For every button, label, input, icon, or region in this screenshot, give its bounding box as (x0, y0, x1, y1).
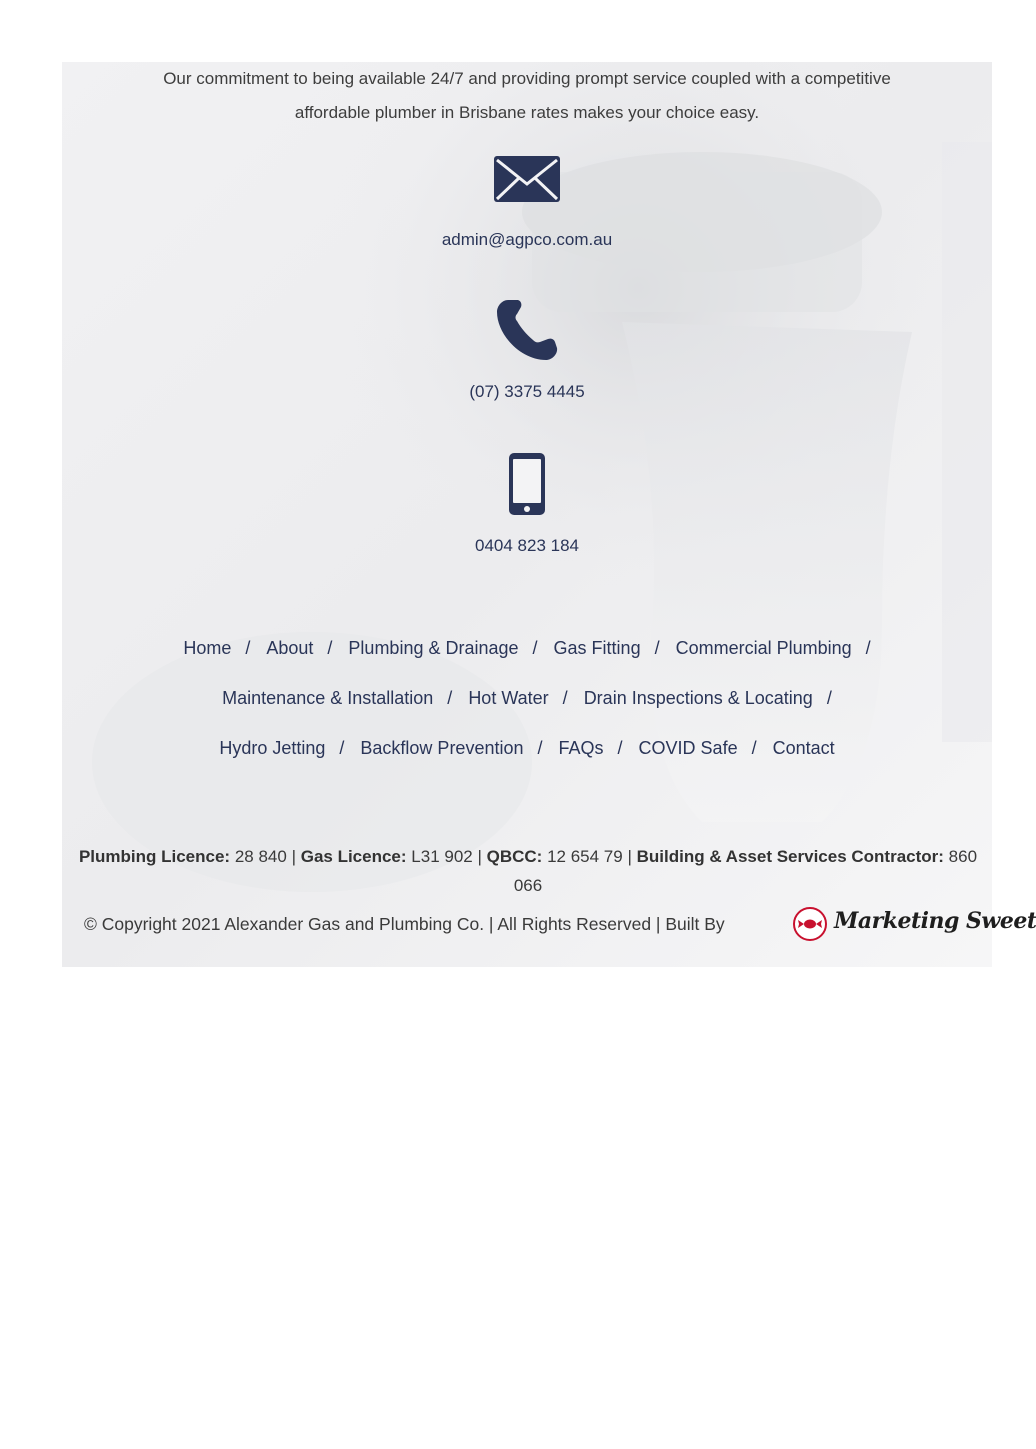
nav-separator: / (865, 638, 871, 658)
mobile-contact (62, 452, 992, 572)
nav-row-3 (62, 730, 992, 780)
nav-link-plumbing-drainage[interactable]: Plumbing & Drainage (348, 638, 519, 658)
nav-separator: / (245, 638, 251, 658)
nav-link-faqs[interactable]: FAQs (558, 738, 604, 758)
candy-icon (792, 906, 828, 942)
nav-link-hot-water[interactable]: Hot Water (468, 688, 549, 708)
nav-separator: / (654, 638, 660, 658)
nav-separator: / (327, 638, 333, 658)
nav-separator: / (617, 738, 623, 758)
footer-nav (62, 630, 992, 780)
nav-link-drain-inspections[interactable]: Drain Inspections & Locating (583, 688, 813, 708)
email-link[interactable]: admin@agpco.com.au (441, 230, 613, 249)
nav-link-maintenance-installation[interactable]: Maintenance & Installation (222, 688, 434, 708)
nav-separator: / (537, 738, 543, 758)
marketing-sweet-logo-text: Marketing Sweet (834, 908, 1036, 934)
mobile-phone-icon (508, 452, 546, 516)
intro-text: Our commitment to being available 24/7 and providing prompt service coupled with a competitive affordable plumber in Brisbane rates makes your choice easy. (163, 69, 891, 122)
licence-divider: | (477, 847, 482, 866)
nav-row-1 (62, 630, 992, 680)
nav-separator: / (447, 688, 453, 708)
nav-link-about[interactable]: About (266, 638, 314, 658)
nav-separator: / (826, 688, 832, 708)
nav-link-hydro-jetting[interactable]: Hydro Jetting (219, 738, 326, 758)
gas-licence-value: L31 902 (411, 847, 473, 866)
nav-link-covid-safe[interactable]: COVID Safe (638, 738, 738, 758)
plumbing-licence-value: 28 840 (234, 847, 287, 866)
nav-separator: / (532, 638, 538, 658)
qbcc-value: 12 654 79 (547, 847, 623, 866)
nav-separator: / (562, 688, 568, 708)
building-contractor-label: Building & Asset Services Contractor: (636, 847, 944, 866)
building-contractor-value: 860 066 (513, 847, 978, 895)
nav-link-home[interactable]: Home (183, 638, 232, 658)
nav-link-gas-fitting[interactable]: Gas Fitting (553, 638, 641, 658)
nav-link-commercial-plumbing[interactable]: Commercial Plumbing (675, 638, 852, 658)
nav-separator: / (751, 738, 757, 758)
licence-divider: | (291, 847, 296, 866)
mobile-link[interactable]: 0404 823 184 (475, 536, 579, 555)
qbcc-label: QBCC: (486, 847, 543, 866)
nav-link-backflow-prevention[interactable]: Backflow Prevention (360, 738, 524, 758)
envelope-icon (494, 156, 560, 202)
copyright-bar (62, 904, 1036, 944)
nav-separator: / (339, 738, 345, 758)
phone-handset-icon (494, 298, 560, 362)
plumbing-licence-label: Plumbing Licence: (78, 847, 231, 866)
licence-divider: | (627, 847, 632, 866)
copyright-text: © Copyright 2021 Alexander Gas and Plumbing Co. | All Rights Reserved | Built By (84, 914, 725, 934)
phone-link[interactable]: (07) 3375 4445 (469, 382, 585, 401)
licence-info (68, 842, 988, 900)
nav-row-2 (62, 680, 992, 730)
site-footer (62, 62, 1036, 967)
phone-contact (62, 298, 992, 418)
nav-link-contact[interactable]: Contact (772, 738, 835, 758)
gas-licence-label: Gas Licence: (300, 847, 407, 866)
